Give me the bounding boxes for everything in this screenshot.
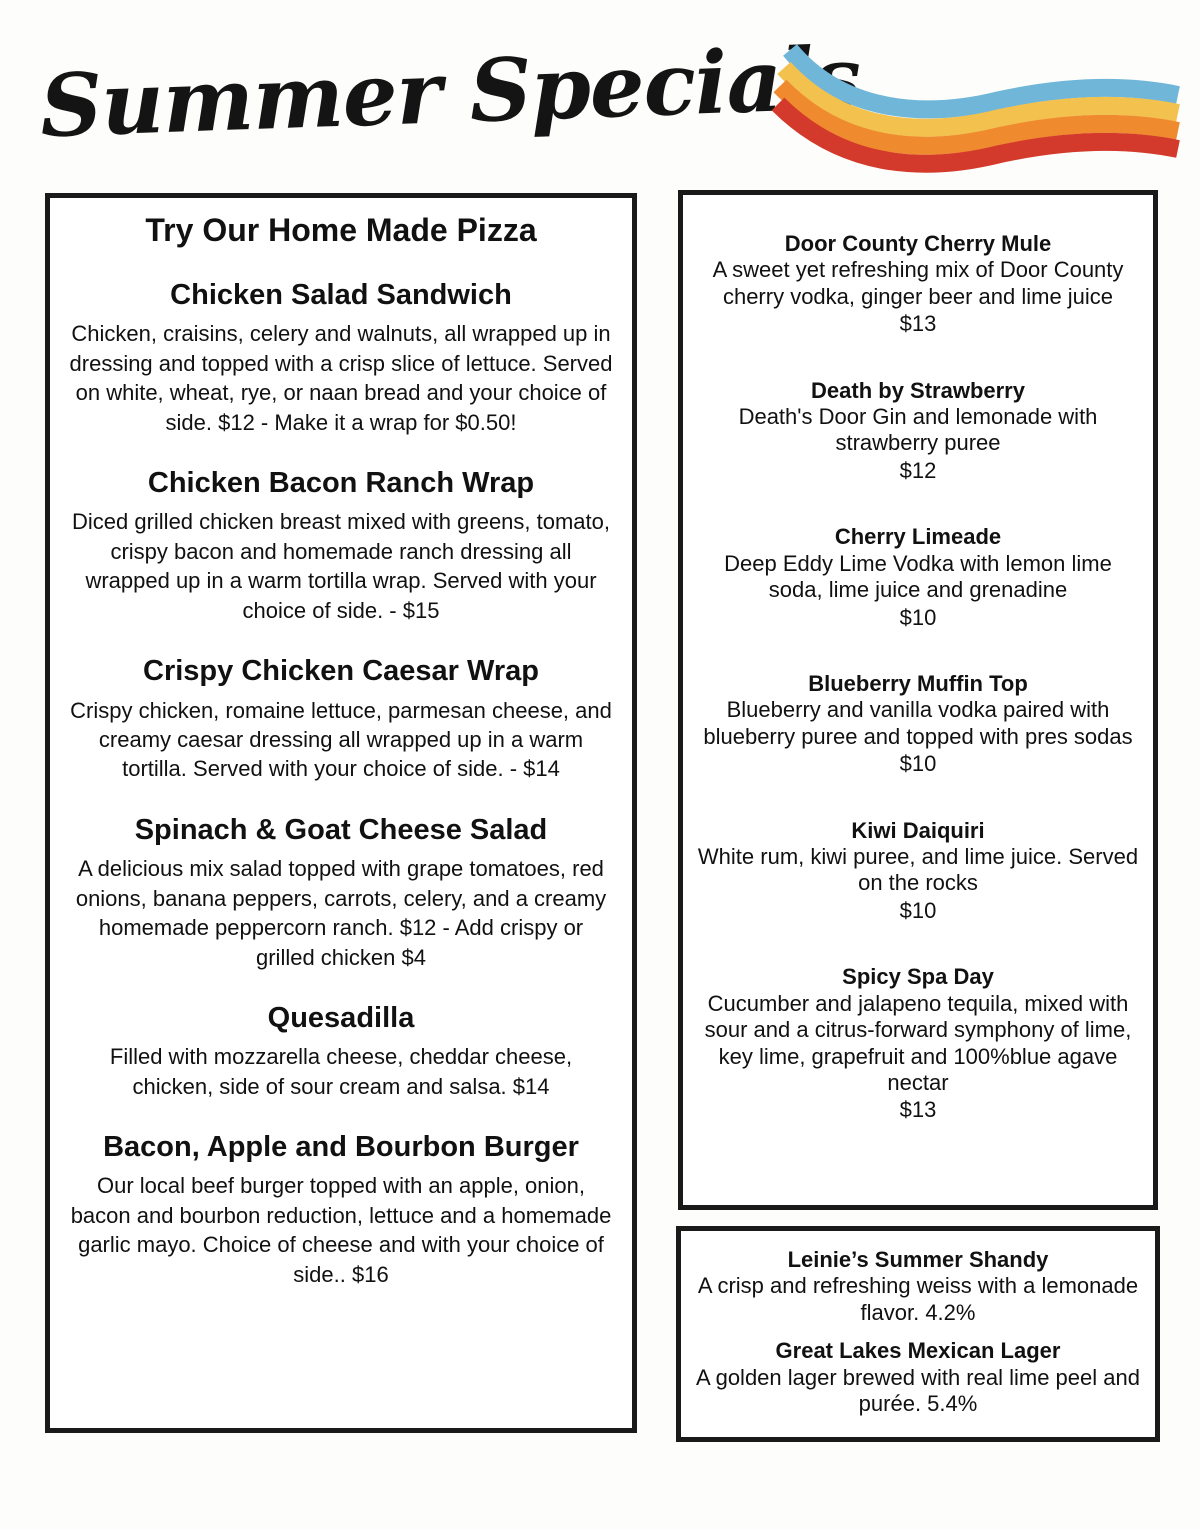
food-item — [68, 812, 614, 972]
drink-item-description: Deep Eddy Lime Vodka with lemon lime soda, lime juice and grenadine — [724, 550, 1112, 603]
food-item — [68, 277, 614, 437]
page-title: Summer Specials — [38, 27, 862, 158]
food-item-description: Filled with mozzarella cheese, cheddar cheese, chicken, side of sour cream and salsa. $14 — [109, 1044, 573, 1099]
food-item-name: Chicken Salad Sandwich — [170, 279, 512, 311]
drink-item-name: Blueberry Muffin Top — [808, 671, 1028, 697]
food-item — [68, 1000, 614, 1101]
food-item-name: Quesadilla — [267, 1002, 415, 1035]
food-menu-box — [45, 193, 637, 1433]
drink-item-name: Death by Strawberry — [811, 377, 1025, 403]
beer-item-description: A crisp and refreshing weiss with a lemonade flavor. 4.2% — [697, 1273, 1139, 1325]
drink-item — [697, 524, 1139, 631]
cocktail-menu-box — [678, 190, 1158, 1210]
food-item-name: Chicken Bacon Ranch Wrap — [147, 467, 535, 500]
beer-item-name: Great Lakes Mexican Lager — [775, 1338, 1061, 1364]
drink-item — [697, 964, 1139, 1123]
food-item-description: Chicken, craisins, celery and walnuts, all wrapped up in dressing and topped with a crisp slice of lettuce. Served on white, wheat, rye, or naan bread and your choice of side. $12 - Make it a wrap for $0.50! — [69, 321, 613, 435]
food-item-name: Crispy Chicken Caesar Wrap — [143, 655, 539, 688]
rainbow-stripes-decoration — [770, 40, 1180, 180]
drink-item — [697, 378, 1139, 485]
drink-item-description: Death's Door Gin and lemonade with strawberry puree — [738, 404, 1098, 456]
beer-item-description: A golden lager brewed with real lime peel and purée. 5.4% — [696, 1364, 1140, 1416]
food-item — [68, 465, 614, 625]
drink-item-name: Kiwi Daiquiri — [851, 817, 985, 843]
food-item — [68, 653, 614, 784]
beer-menu-box — [676, 1226, 1160, 1442]
drink-item-price: $13 — [899, 311, 937, 337]
food-item-name: Bacon, Apple and Bourbon Burger — [103, 1131, 579, 1164]
food-item — [68, 1129, 614, 1289]
drink-item-price: $10 — [899, 751, 937, 777]
food-item-description: A delicious mix salad topped with grape tomatoes, red onions, banana peppers, carrots, celery, and a creamy homemade peppercorn ranch. $12 - Add crispy or grilled chicken $4 — [75, 856, 607, 970]
pizza-heading: Try Our Home Made Pizza — [145, 212, 537, 248]
drink-item-description: Blueberry and vanilla vodka paired with blueberry puree and topped with pres sodas — [703, 697, 1133, 749]
drink-item-description: A sweet yet refreshing mix of Door County cherry vodka, ginger beer and lime juice — [712, 257, 1124, 309]
drink-item — [697, 231, 1139, 338]
drink-item-name: Door County Cherry Mule — [784, 231, 1052, 256]
drink-item — [697, 818, 1139, 925]
beer-item — [691, 1338, 1145, 1417]
drink-item-name: Spicy Spa Day — [842, 964, 994, 990]
drink-item — [697, 671, 1139, 778]
drink-item-price: $10 — [899, 897, 937, 923]
food-item-name: Spinach & Goat Cheese Salad — [134, 813, 548, 846]
drink-item-price: $13 — [899, 1097, 937, 1123]
drink-item-price: $10 — [899, 604, 937, 630]
drink-item-description: Cucumber and jalapeno tequila, mixed with sour and a citrus-forward symphony of lime, key lime, grapefruit and 100%blue agave nectar — [704, 990, 1132, 1095]
drink-item-name: Cherry Limeade — [834, 524, 1002, 550]
food-item-description: Diced grilled chicken breast mixed with greens, tomato, crispy bacon and homemade ranch dressing all wrapped up in a warm tortilla wrap. Served with your choice of side. - $15 — [71, 509, 611, 623]
drink-item-price: $12 — [899, 457, 937, 483]
beer-item — [691, 1247, 1145, 1326]
food-item-description: Our local beef burger topped with an apple, onion, bacon and bourbon reduction, lettuce and a homemade garlic mayo. Choice of cheese and with your choice of side.. $16 — [70, 1173, 612, 1287]
food-item-description: Crispy chicken, romaine lettuce, parmesan cheese, and creamy caesar dressing all wrapped up in a warm tortilla. Served with your choice of side. - $14 — [70, 697, 612, 782]
drink-item-description: White rum, kiwi puree, and lime juice. Served on the rocks — [697, 844, 1139, 896]
beer-item-name: Leinie’s Summer Shandy — [787, 1247, 1049, 1272]
